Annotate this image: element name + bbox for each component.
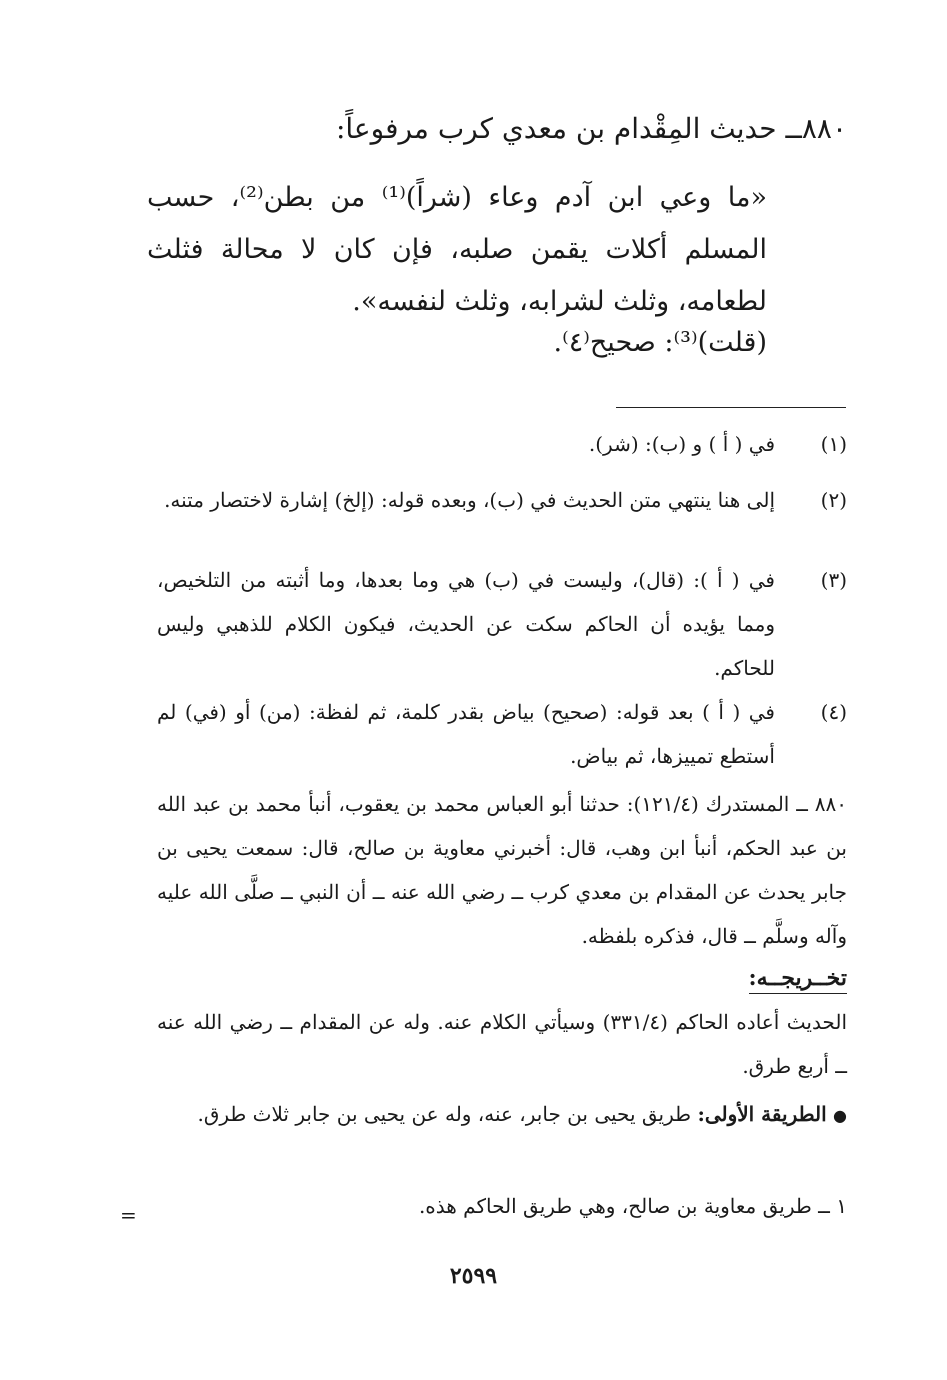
footnote-1 <box>157 422 847 466</box>
footnote-text: إلى هنا ينتهي متن الحديث في (ب)، وبعده قوله: (إلخ) إشارة لاختصار متنه. <box>164 488 775 512</box>
hadith-verdict: (قلت)⁽³⁾: صحيح⁽٤⁾. <box>553 327 767 358</box>
takhrij-paragraph: الحديث أعاده الحاكم (٣٣١/٤) وسيأتي الكلام عنه. وله عن المقدام ــ رضي الله عنه ــ أربع طرق. <box>157 1010 847 1078</box>
footnote-text: في ( أ ) بعد قوله: (صحيح) بياض بقدر كلمة، ثم لفظة: (من) أو (في) لم أستطع تمييزها، ثم بياض. <box>157 700 775 768</box>
footnote-4 <box>157 690 847 778</box>
footnote-number: (١) <box>820 432 847 456</box>
first-route-label: الطريقة الأولى: <box>697 1102 827 1126</box>
hadith-text: «ما وعي ابن آدم وعاء (شراً)⁽¹⁾ من بطن⁽²⁾، حسب المسلم أكلات يقمن صلبه، فإن كان لا محالة فثلث لطعامه، وثلث لشرابه، وثلث لنفسه». <box>147 182 767 317</box>
page-number: ٢٥٩٩ <box>449 1263 498 1289</box>
first-route-paragraph <box>157 1092 847 1138</box>
takhrij-heading <box>157 956 847 1000</box>
first-route-text: طريق يحيى بن جابر، عنه، وله عن يحيى بن جابر ثلاث طرق. <box>197 1102 698 1126</box>
bullet-icon: ● <box>833 1106 847 1125</box>
footnote-text: في ( أ ): (قال)، وليست في (ب) هي وما بعدها، وما أثبته من التلخيص، ومما يؤيده أن الحاكم سكت عن الحديث، فيكون الكلام للذهبي وليس للحاكم. <box>157 568 775 680</box>
hadith-title: ٨٨٠ــ حديث المِقْدام بن معدي كرب مرفوعاً: <box>335 112 847 145</box>
route-item-1: ١ ــ طريق معاوية بن صالح، وهي طريق الحاكم هذه. <box>418 1194 847 1218</box>
footnote-number: (٣) <box>820 568 847 592</box>
footnote-3 <box>157 558 847 690</box>
footnote-2 <box>157 478 847 522</box>
takhrij-heading-text: تخــريجــه: <box>749 965 847 994</box>
footnote-text: في ( أ ) و (ب): (شر). <box>588 432 775 456</box>
continuation-mark: = <box>120 1203 137 1227</box>
footnote-number: (٤) <box>820 700 847 724</box>
source-citation: ٨٨٠ ــ المستدرك (١٢١/٤): حدثنا أبو العباس محمد بن يعقوب، أنبأ محمد بن عبد الله بن عبد الحكم، أنبأ ابن وهب، قال: أخبرني معاوية بن صالح، قال: سمعت يحيى بن جابر يحدث عن المقدام بن معدي كرب ــ رضي الله عنه ــ أن النبي ــ صلَّى الله عليه وآله وسلَّم ــ قال، فذكره بلفظه. <box>157 792 847 948</box>
footnote-number: (٢) <box>820 488 847 512</box>
footnote-divider <box>616 407 846 408</box>
